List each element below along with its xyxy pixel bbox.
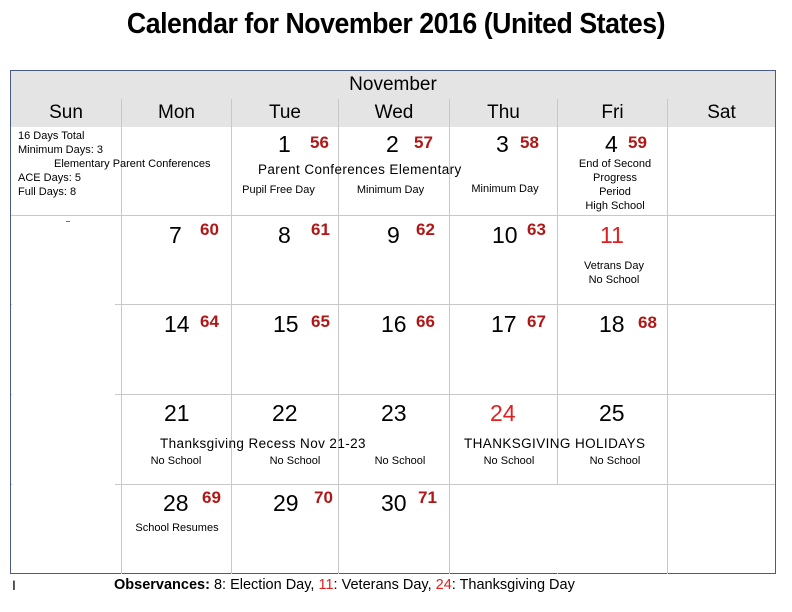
- note-line: High School: [585, 200, 645, 212]
- summary-ace: ACE Days: 5: [18, 172, 81, 184]
- weekday-thu: Thu: [449, 99, 557, 127]
- day-number: 17: [491, 311, 517, 337]
- blank-end-area: [450, 485, 666, 573]
- grid-line: [668, 484, 775, 485]
- summary-full: Full Days: 8: [18, 186, 77, 198]
- grid-line: [668, 394, 775, 395]
- weekday-mon: Mon: [121, 99, 231, 127]
- weekday-sat: Sat: [667, 99, 775, 127]
- observance-day: 8: [213, 577, 223, 593]
- weekday-wed: Wed: [338, 99, 449, 127]
- observances-label: Observances:: [114, 577, 210, 593]
- grid-line: [11, 304, 775, 305]
- note-line: End of Second: [578, 158, 652, 170]
- school-day-number: 68: [638, 313, 657, 332]
- red-mark: [66, 221, 70, 222]
- pupil-free-note: Pupil Free Day: [242, 184, 315, 196]
- school-day-number: 58: [520, 133, 539, 152]
- page-title: Calendar for November 2016 (United States): [126, 8, 666, 40]
- day-number: 14: [164, 311, 190, 337]
- school-day-number: 61: [311, 220, 330, 239]
- no-school-note: No School: [483, 455, 535, 467]
- weekday-sun: Sun: [11, 99, 121, 127]
- grid-line: [11, 215, 775, 216]
- school-day-number: 71: [418, 488, 437, 507]
- observance-text: : Election Day,: [222, 577, 319, 593]
- no-school-note: No School: [589, 455, 641, 467]
- school-day-number: 66: [416, 312, 435, 331]
- month-header: November: [11, 71, 775, 99]
- day-number: 8: [278, 222, 291, 248]
- blank-saturday-area: [668, 128, 772, 573]
- summary-block: [18, 129, 211, 199]
- note-line: Progress: [592, 172, 638, 184]
- summary-conferences: Elementary Parent Conferences: [54, 158, 211, 170]
- blank-sunday-area: [12, 216, 115, 573]
- summary-minimum: Minimum Days: 3: [18, 144, 103, 156]
- school-day-number: 69: [202, 488, 221, 507]
- thanksgiving-holidays-note: THANKSGIVING HOLIDAYS: [464, 436, 646, 451]
- observance-text: : Veterans Day,: [333, 577, 436, 593]
- holiday-day-number: 11: [600, 222, 624, 248]
- school-day-number: 63: [527, 220, 546, 239]
- grid-line: [668, 215, 775, 216]
- day-number: 23: [381, 400, 407, 426]
- school-resumes-note: School Resumes: [135, 522, 219, 534]
- day-number: 30: [381, 490, 407, 516]
- note-line: Period: [599, 186, 631, 198]
- day-number: 4: [605, 131, 618, 157]
- school-day-number: 57: [414, 133, 433, 152]
- day-number: 21: [164, 400, 190, 426]
- grid-line: [450, 484, 667, 485]
- day-number: 7: [169, 222, 182, 248]
- day-number: 28: [163, 490, 189, 516]
- veterans-note: [557, 259, 671, 287]
- no-school-note: No School: [269, 455, 321, 467]
- note-line: No School: [588, 274, 640, 286]
- weekday-tue: Tue: [231, 99, 338, 127]
- day-number: 29: [273, 490, 299, 516]
- summary-total: 16 Days Total: [18, 130, 85, 142]
- school-day-number: 67: [527, 312, 546, 331]
- day-number: 15: [273, 311, 299, 337]
- school-day-number: 60: [200, 220, 219, 239]
- school-day-number: 64: [200, 312, 219, 331]
- school-day-number: 65: [311, 312, 330, 331]
- footer-pipe: I: [12, 577, 16, 593]
- grid-line: [11, 394, 775, 395]
- observance-day: 24: [435, 577, 452, 593]
- day-number: 3: [496, 131, 509, 157]
- minimum-day-note: Minimum Day: [471, 183, 539, 195]
- school-day-number: 59: [628, 133, 647, 152]
- thanksgiving-recess-note: Thanksgiving Recess Nov 21-23: [160, 436, 366, 451]
- school-day-number: 70: [314, 488, 333, 507]
- grid-line: [668, 304, 775, 305]
- day-number: 22: [272, 400, 298, 426]
- minimum-day-note: Minimum Day: [356, 184, 425, 196]
- observance-text: : Thanksgiving Day: [451, 577, 575, 593]
- note-line: Vetrans Day: [584, 260, 644, 272]
- day-number: 1: [278, 131, 291, 157]
- day-number: 25: [599, 400, 625, 426]
- school-day-number: 56: [310, 133, 329, 152]
- day-number: 18: [599, 311, 625, 337]
- day-number: 2: [386, 131, 399, 157]
- no-school-note: No School: [374, 455, 426, 467]
- observances-footer: [114, 577, 575, 593]
- parent-conferences-note: Parent Conferences Elementary: [258, 162, 462, 177]
- day-number: 16: [381, 311, 407, 337]
- holiday-day-number: 24: [490, 400, 516, 426]
- day-number: 9: [387, 222, 400, 248]
- end-progress-note: [557, 157, 673, 213]
- weekday-fri: Fri: [557, 99, 667, 127]
- no-school-note: No School: [150, 455, 202, 467]
- school-day-number: 62: [416, 220, 435, 239]
- observance-day: 11: [318, 577, 334, 593]
- day-number: 10: [492, 222, 518, 248]
